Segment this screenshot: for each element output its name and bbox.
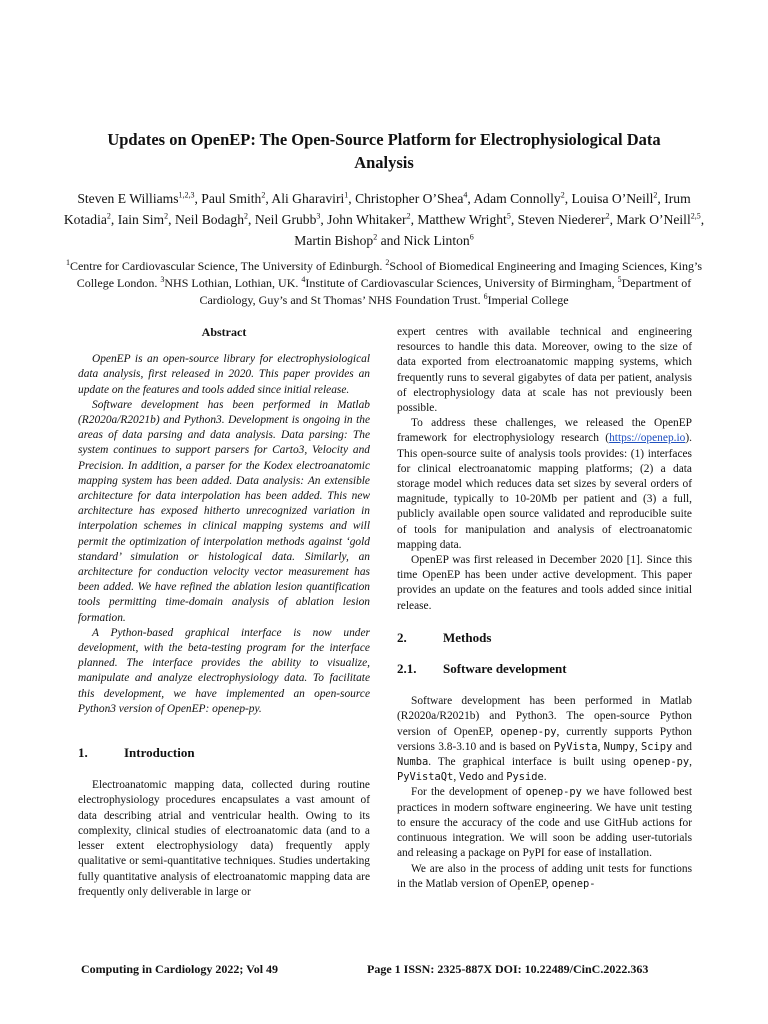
author-affiliation-number: 1 [344, 190, 349, 200]
affiliation-text: School of Biomedical Engineering and Imaging Sciences, King’s College London. [76, 259, 703, 290]
methods-text: and [484, 771, 507, 784]
code-token: Scipy [641, 740, 673, 753]
section-title: Methods [443, 629, 492, 645]
author-affiliation-number: 6 [469, 232, 474, 242]
author-name: Neil Grubb [254, 212, 317, 227]
author-name: Steven Niederer [517, 212, 606, 227]
author-separator: , [348, 191, 356, 206]
section-title: Introduction [124, 745, 195, 761]
methods-text: . The graphical interface is built using [428, 756, 633, 769]
methods-text: , currently supports Python versions 3.8-3.10 and is based on [397, 725, 692, 753]
section-number: 2. [397, 629, 407, 645]
author-name: Paul Smith [201, 191, 262, 206]
author-affiliation-number: 2 [653, 190, 658, 200]
author-separator: , [248, 212, 255, 227]
methods-text: , [597, 740, 604, 753]
paper-title-line1: Updates on OpenEP: The Open-Source Platform for Electrophysiological Data [107, 130, 661, 149]
affiliation-number: 1 [65, 258, 70, 267]
footer-journal: Computing in Cardiology 2022; Vol 49 [81, 962, 279, 976]
author-affiliation-number: 2,5 [690, 211, 701, 221]
section-heading-methods [397, 630, 692, 645]
section-number: 1. [78, 745, 88, 761]
author-affiliation-number: 2 [406, 211, 411, 221]
affiliation-number: 3 [160, 275, 165, 284]
author-separator: , [467, 191, 474, 206]
author-separator: , [609, 212, 617, 227]
author-affiliation-number: 4 [463, 190, 468, 200]
affiliation-number: 6 [483, 292, 488, 301]
author-name: Louisa O’Neill [571, 191, 654, 206]
left-column [78, 325, 370, 900]
methods-text: and [672, 740, 692, 753]
author-separator: , [194, 191, 202, 206]
code-token: openep-py [632, 756, 690, 769]
methods-text: , [689, 756, 692, 769]
methods-text: Software development has been performed in Matlab (R2020a/R2021b) and Python3. The open-source Python version of OpenEP, [397, 695, 692, 738]
methods-paragraph-2 [397, 785, 692, 861]
author-separator: , [510, 212, 518, 227]
subsection-title: Software development [443, 661, 567, 677]
author-affiliation-number: 3 [316, 211, 321, 221]
methods-text: , [453, 771, 460, 784]
author-separator: , [410, 212, 418, 227]
abstract-paragraph-1: OpenEP is an open-source library for electrophysiological data analysis, first released in 2020. This paper provides an update on the features and tools added since initial release. [78, 353, 370, 396]
paper-title [60, 128, 708, 174]
author-affiliation-number: 2 [605, 211, 610, 221]
author-name: Steven E Williams [77, 191, 179, 206]
section-heading-introduction [78, 745, 370, 760]
code-token: PyVista [553, 740, 598, 753]
author-name: Martin Bishop [294, 233, 374, 248]
code-token: Pyside [506, 771, 544, 784]
intro-text: ). This open-source suite of analysis tools provides: (1) interfaces for clinical electroanatomic mapping platforms; (2) a data storage model which reduces data set sizes by several orders of magnitude, typically to 10-20Mb per patient and (3) a full, publicly available open source validated and reproducible suite of tools for manipulation and analysis of electroanatomic mapping data. [397, 432, 692, 551]
affiliation-text: NHS Lothian, Lothian, UK. [164, 276, 302, 290]
subsection-heading-software-development [397, 661, 692, 676]
author-affiliation-number: 2 [244, 211, 249, 221]
methods-paragraph-3 [397, 862, 692, 892]
author-separator: , [657, 191, 665, 206]
author-separator: , [265, 191, 272, 206]
author-name: Matthew Wright [417, 212, 507, 227]
intro-paragraph-1-continued: expert centres with available technical and engineering resources to handle this data. Moreover, owing to the size of data exported from electroanatomic mapping systems, which frequently runs to several gigabytes of data per patient, analysis of electrophysiology data at scale has not previously been possible. [397, 326, 692, 415]
abstract-heading: Abstract [201, 325, 247, 339]
methods-text: . [543, 771, 547, 784]
abstract-paragraph-2: Software development has been performed in Matlab (R2020a/R2021b) and Python3. Development is ongoing in the areas of data parsing and data analysis. Data parsing: The system continues to support parsers for Carto3, Velocity and Precision. In addition, a parser for the Kodex electroanatomic mapping system has been added. Data analysis: An extensible architecture for data interpolation has been added. This new architecture has exposed hitherto unrecognized variation in interpolation schemes in clinical mapping systems and will permit the optimization of interpolation methods against ‘gold standard’ simulation or histological data. Similarly, an architecture for conduction velocity vector measurement has been added. We have refined the ablation lesion quantification tools permitting time-domain analysis of ablation lesion formation. [78, 398, 370, 624]
author-affiliation-number: 2 [164, 211, 169, 221]
code-token: Numpy [603, 740, 635, 753]
methods-text: We are also in the process of adding unit tests for functions in the Matlab version of OpenEP, [397, 862, 692, 890]
code-token: openep- [551, 877, 596, 890]
code-token: PyVistaQt [397, 771, 454, 784]
affiliation-number: 5 [617, 275, 622, 284]
author-name: Adam Connolly [473, 191, 561, 206]
methods-text: For the development of [411, 786, 526, 799]
author-name: Nick Linton [403, 233, 470, 248]
paper-title-line2: Analysis [354, 153, 414, 172]
footer-page-info: Page 1 ISSN: 2325-887X DOI: 10.22489/CinC.2022.363 [367, 962, 649, 976]
affiliation-number: 4 [301, 275, 306, 284]
author-name: Irum Kotadia [63, 191, 691, 227]
affiliation-text: Imperial College [487, 293, 569, 307]
affiliation-text: Institute of Cardiovascular Sciences, University of Birmingham, [305, 276, 618, 290]
affiliations [60, 258, 708, 309]
intro-paragraph-2 [397, 416, 692, 553]
author-affiliation-number: 2 [560, 190, 565, 200]
methods-text: we have followed best practices in modern software engineering. We have unit testing to ensure the accuracy of the code and use GitHub actions for continuous integration. We will soon be adding user-tutorials and releasing a package on PyPI for ease of installation. [397, 786, 692, 860]
openep-link[interactable]: https://openep.io [609, 432, 686, 445]
author-separator: and [377, 233, 404, 248]
methods-paragraph-1 [397, 694, 692, 785]
author-affiliation-number: 2 [106, 211, 111, 221]
code-token: openep-py [500, 725, 557, 738]
author-separator: , [700, 212, 705, 227]
affiliation-number: 2 [385, 258, 390, 267]
author-name: Christopher O’Shea [355, 191, 464, 206]
affiliation-text: Centre for Cardiovascular Science, The University of Edinburgh. [69, 259, 386, 273]
abstract-paragraph-3: A Python-based graphical interface is now under development, with the beta-testing program for the interface planned. The interface provides the ability to visualize, manipulate and analyze electrophysiology data. To facilitate this development, we have implemented an open-source Python3 version of OpenEP: openep-py. [78, 626, 370, 715]
author-name: Ali Gharaviri [271, 191, 345, 206]
intro-paragraph-1: Electroanatomic mapping data, collected during routine electrophysiology procedures encapsulates a vast amount of data describing atrial and ventricular health. Owing to its complexity, clinical studies of electroanatomic data (and to a lesser extent electrophysiology data) frequently apply qualitative or semi-quantitative techniques. Studies undertaking fully quantitative analysis of electroanatomic mapping data are frequently only deliverable in large or [78, 779, 370, 898]
right-column [397, 325, 692, 892]
author-list [60, 188, 708, 251]
author-separator: , [110, 212, 118, 227]
author-affiliation-number: 1,2,3 [178, 190, 195, 200]
methods-text: , [634, 740, 642, 753]
author-separator: , [564, 191, 572, 206]
code-token: Numba [397, 756, 429, 769]
author-name: Iain Sim [117, 212, 165, 227]
author-name: Mark O’Neill [616, 212, 691, 227]
subsection-number: 2.1. [397, 661, 417, 677]
affiliation-text: Department of Cardiology, Guy’s and St Thomas’ NHS Foundation Trust. [199, 276, 692, 307]
author-name: Neil Bodagh [174, 212, 245, 227]
code-token: Vedo [459, 771, 485, 784]
code-token: openep-py [525, 786, 582, 799]
author-separator: , [320, 212, 328, 227]
author-affiliation-number: 5 [506, 211, 511, 221]
author-affiliation-number: 2 [373, 232, 378, 242]
author-affiliation-number: 2 [261, 190, 266, 200]
author-separator: , [168, 212, 175, 227]
author-name: John Whitaker [327, 212, 407, 227]
intro-text: To address these challenges, we released the OpenEP framework for electrophysiology research ( [397, 417, 692, 445]
intro-paragraph-3: OpenEP was first released in December 2020 [1]. Since this time OpenEP has been under active development. This paper provides an update on the features and tools added since initial release. [397, 554, 692, 612]
